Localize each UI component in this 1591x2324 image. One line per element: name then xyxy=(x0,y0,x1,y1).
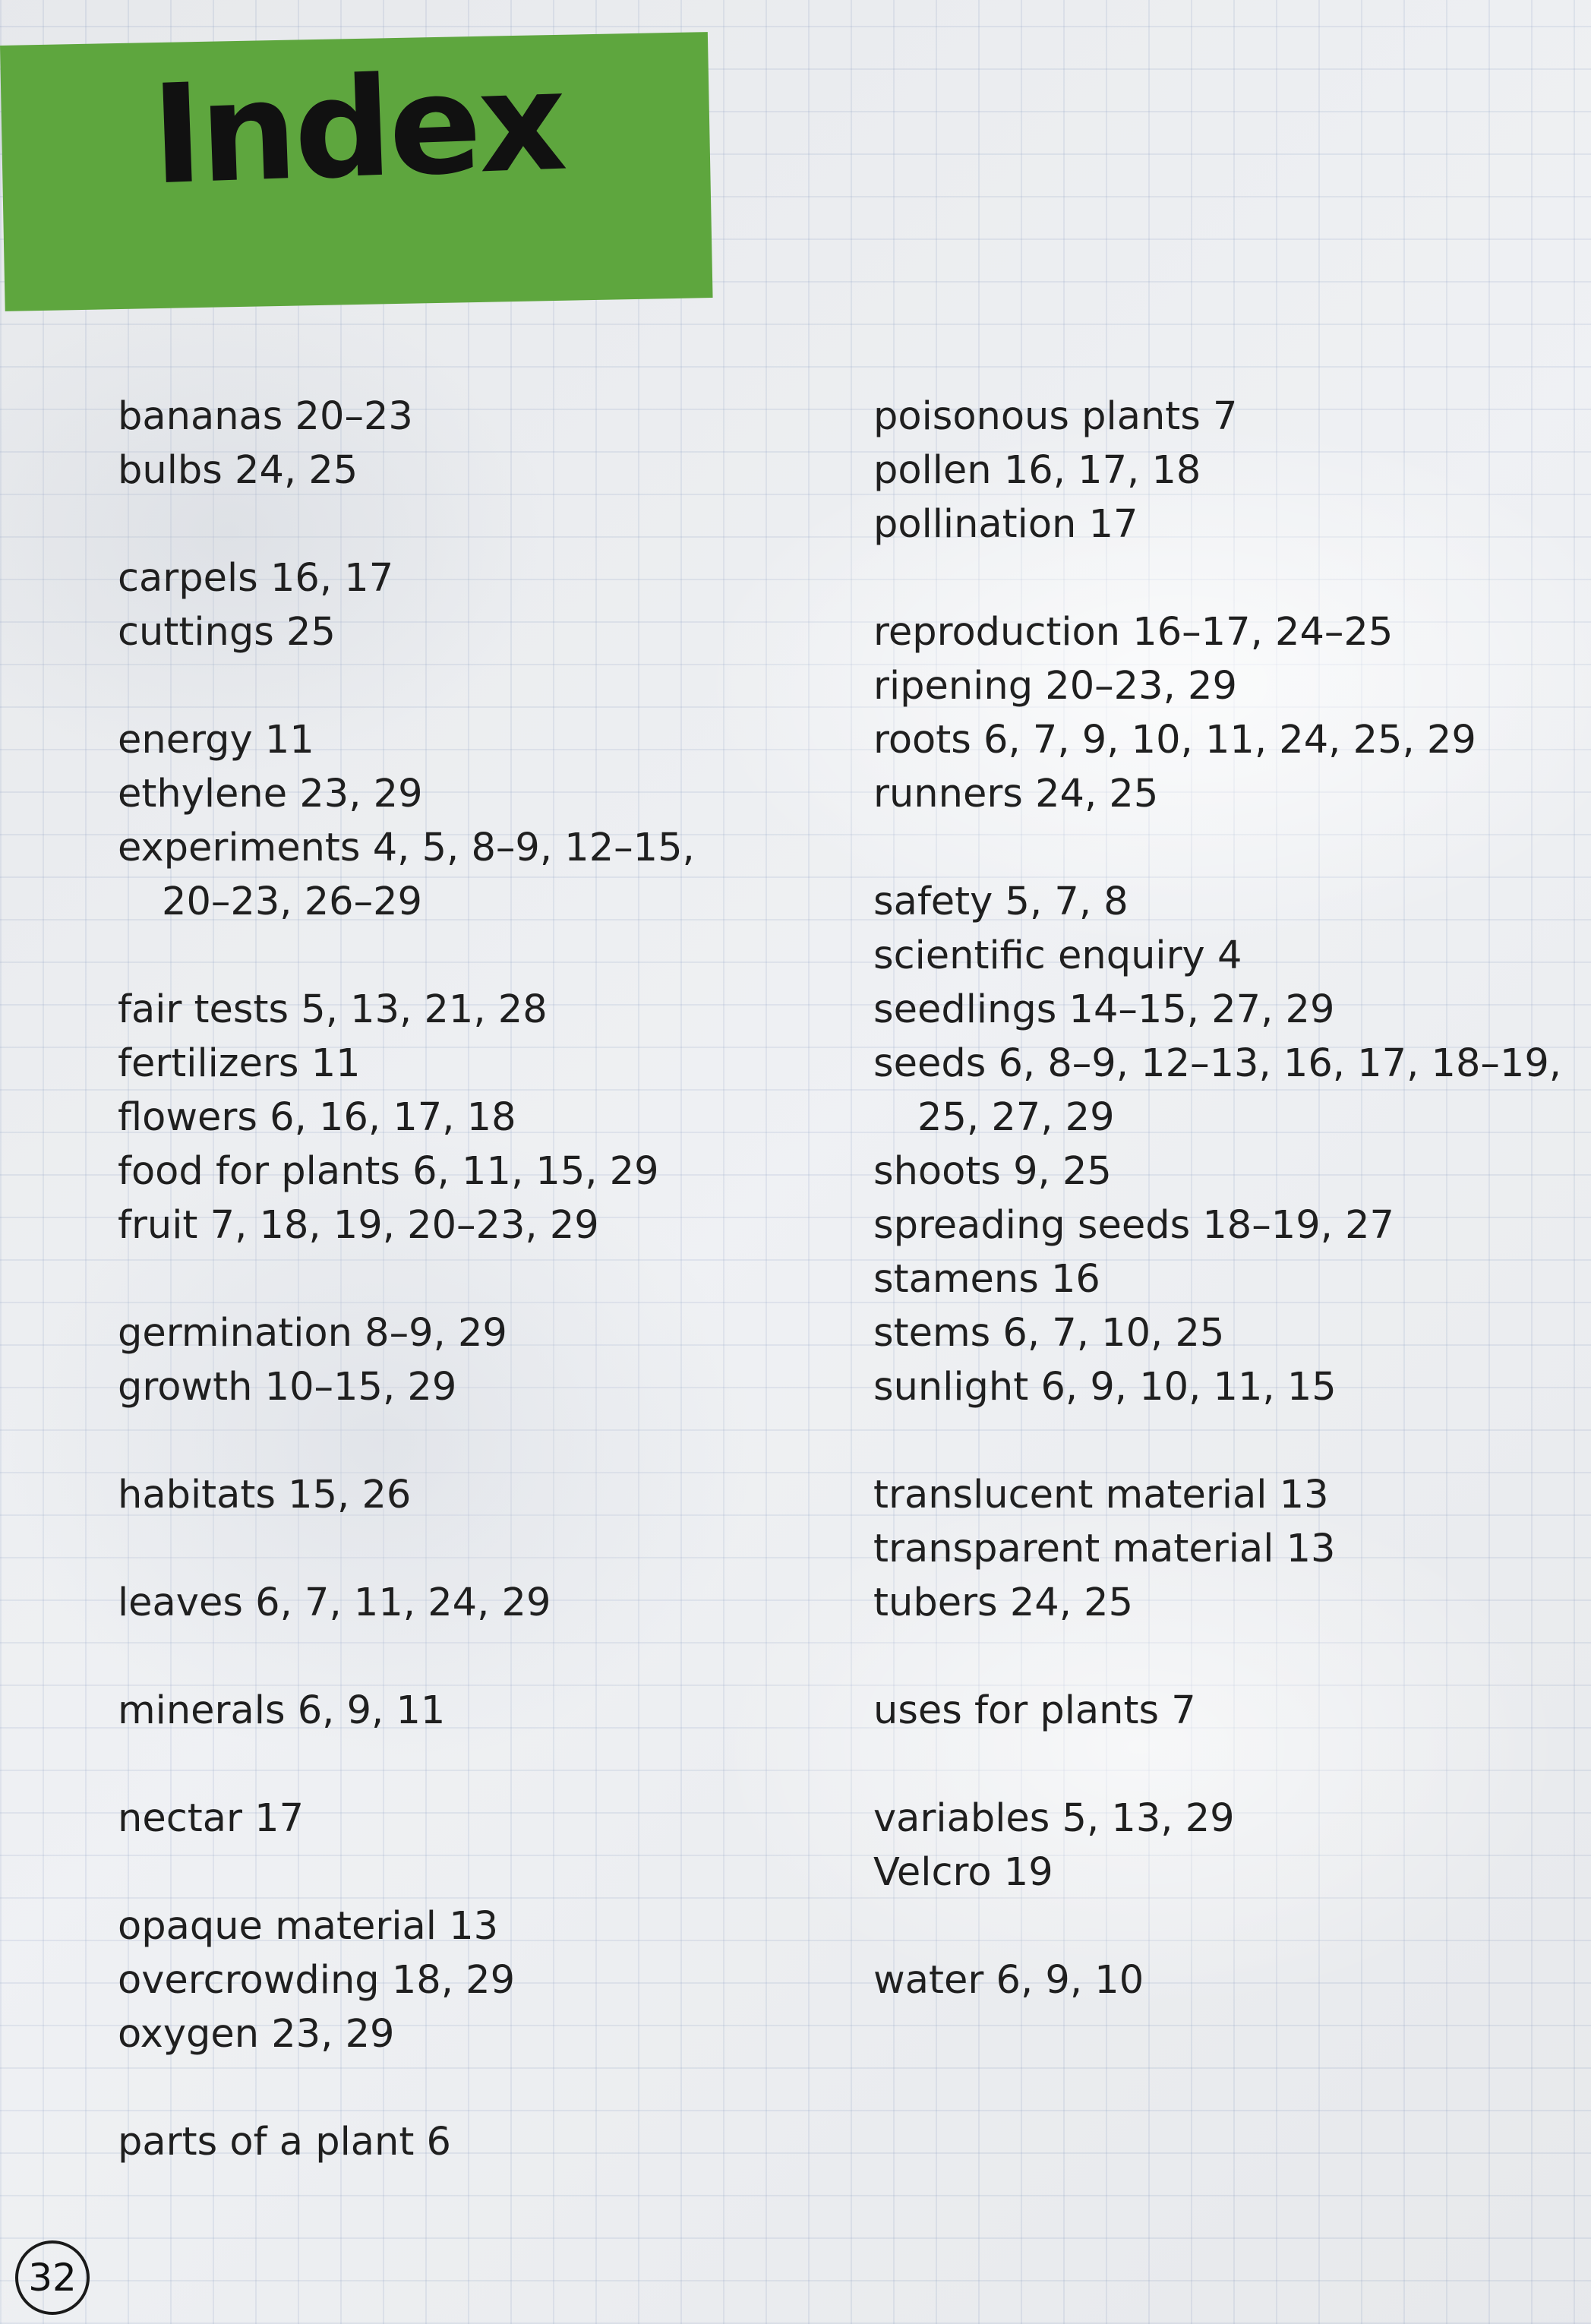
index-entry: bananas 20–23 xyxy=(118,394,413,439)
index-entry: experiments 4, 5, 8–9, 12–15, xyxy=(118,826,695,870)
index-entry: nectar 17 xyxy=(118,1796,305,1841)
index-entry: stamens 16 xyxy=(873,1257,1100,1302)
index-entry: cuttings 25 xyxy=(118,610,336,655)
index-entry: sunlight 6, 9, 10, 11, 15 xyxy=(873,1365,1337,1410)
index-entry: seedlings 14–15, 27, 29 xyxy=(873,987,1335,1032)
index-entry: translucent material 13 xyxy=(873,1473,1329,1517)
page-title: Index xyxy=(149,42,567,216)
index-entry: transparent material 13 xyxy=(873,1527,1336,1571)
index-entry: minerals 6, 9, 11 xyxy=(118,1688,446,1733)
index-group xyxy=(873,1953,1580,2007)
index-entry: fair tests 5, 13, 21, 28 xyxy=(118,987,548,1032)
index-entry: tubers 24, 25 xyxy=(873,1580,1134,1625)
index-entry-continuation: 25, 27, 29 xyxy=(917,1095,1115,1140)
index-entry: pollen 16, 17, 18 xyxy=(873,448,1201,493)
index-entry: ethylene 23, 29 xyxy=(118,772,423,816)
index-entry: parts of a plant 6 xyxy=(118,2120,451,2165)
index-entry: variables 5, 13, 29 xyxy=(873,1796,1235,1841)
index-entry: shoots 9, 25 xyxy=(873,1149,1112,1194)
index-entry: energy 11 xyxy=(118,718,314,763)
index-group xyxy=(873,605,1580,821)
index-entry: pollination 17 xyxy=(873,502,1138,547)
index-entry: spreading seeds 18–19, 27 xyxy=(873,1203,1394,1248)
index-entry: stems 6, 7, 10, 25 xyxy=(873,1311,1225,1356)
index-group xyxy=(118,1468,771,1522)
index-entry: leaves 6, 7, 11, 24, 29 xyxy=(118,1580,551,1625)
index-entry: water 6, 9, 10 xyxy=(873,1958,1144,2003)
index-entry: runners 24, 25 xyxy=(873,772,1159,816)
index-entry: habitats 15, 26 xyxy=(118,1473,412,1517)
index-group xyxy=(118,551,771,659)
index-entry: bulbs 24, 25 xyxy=(118,448,358,493)
index-column-right xyxy=(873,390,1580,2061)
page-number: 32 xyxy=(15,2240,90,2315)
index-group xyxy=(873,1468,1580,1630)
index-group xyxy=(118,390,771,497)
index-entry: oxygen 23, 29 xyxy=(118,2012,395,2057)
index-group xyxy=(118,1306,771,1414)
index-entry: poisonous plants 7 xyxy=(873,394,1238,439)
index-group xyxy=(873,1792,1580,1899)
index-group xyxy=(873,390,1580,551)
index-entry: germination 8–9, 29 xyxy=(118,1311,507,1356)
index-group xyxy=(873,1684,1580,1738)
index-group xyxy=(118,1576,771,1630)
index-group xyxy=(118,1899,771,2061)
index-group xyxy=(118,983,771,1252)
index-group xyxy=(118,2115,771,2169)
index-group xyxy=(873,875,1580,1414)
index-entry: carpels 16, 17 xyxy=(118,556,394,601)
index-group xyxy=(118,1792,771,1846)
index-entry: overcrowding 18, 29 xyxy=(118,1958,516,2003)
index-column-left xyxy=(118,390,771,2223)
index-entry: seeds 6, 8–9, 12–13, 16, 17, 18–19, xyxy=(873,1041,1562,1086)
index-entry: opaque material 13 xyxy=(118,1904,499,1949)
index-entry: uses for plants 7 xyxy=(873,1688,1196,1733)
index-entry: scientific enquiry 4 xyxy=(873,933,1242,978)
index-group xyxy=(118,713,771,929)
index-entry-continuation: 20–23, 26–29 xyxy=(162,879,423,924)
index-entry: roots 6, 7, 9, 10, 11, 24, 25, 29 xyxy=(873,718,1476,763)
index-entry: Velcro 19 xyxy=(873,1850,1053,1895)
index-entry: growth 10–15, 29 xyxy=(118,1365,457,1410)
index-entry: ripening 20–23, 29 xyxy=(873,664,1237,709)
index-group xyxy=(118,1684,771,1738)
index-entry: food for plants 6, 11, 15, 29 xyxy=(118,1149,659,1194)
index-entry: fertilizers 11 xyxy=(118,1041,361,1086)
index-entry: safety 5, 7, 8 xyxy=(873,879,1129,924)
index-entry: reproduction 16–17, 24–25 xyxy=(873,610,1394,655)
index-entry: flowers 6, 16, 17, 18 xyxy=(118,1095,516,1140)
index-entry: fruit 7, 18, 19, 20–23, 29 xyxy=(118,1203,599,1248)
